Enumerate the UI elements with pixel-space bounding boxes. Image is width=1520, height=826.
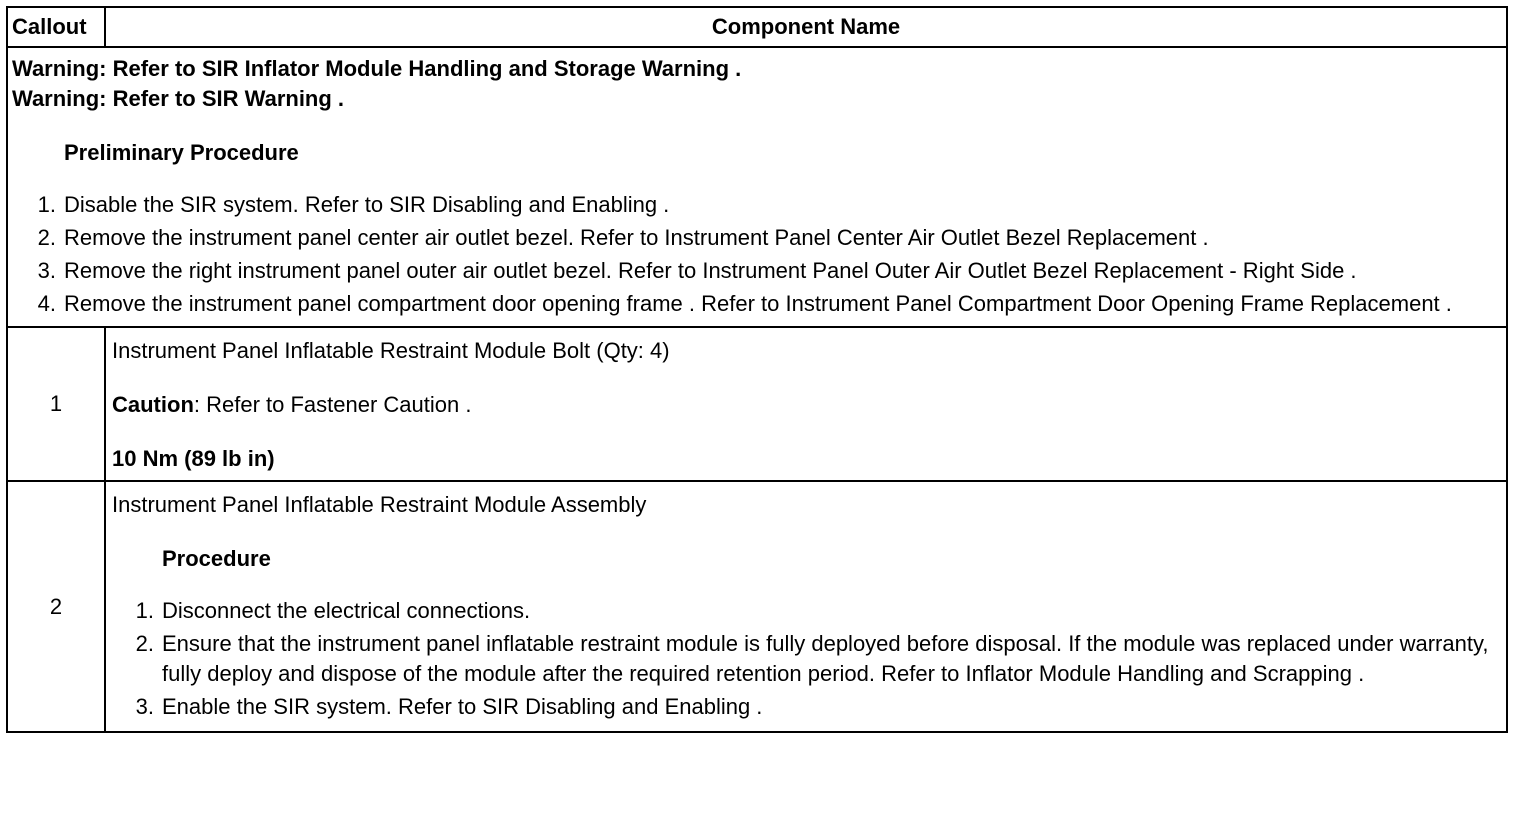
- step-number: 2.: [37, 225, 56, 250]
- component-name: Instrument Panel Inflatable Restraint Module Assembly: [112, 492, 647, 517]
- component-name-header: Component Name: [105, 7, 1507, 47]
- list-item: [112, 629, 1500, 689]
- table-row: [7, 481, 1507, 732]
- step-number: 1.: [135, 598, 154, 623]
- step-text: Disable the SIR system. Refer to SIR Disabling and Enabling .: [64, 192, 670, 217]
- list-item: [12, 190, 1500, 220]
- component-name: Instrument Panel Inflatable Restraint Module Bolt (Qty: 4): [112, 338, 670, 363]
- procedure-steps: [112, 596, 1500, 722]
- step-text: Remove the instrument panel center air outlet bezel. Refer to Instrument Panel Center Air Outlet Bezel Replacement .: [64, 225, 1209, 250]
- step-text: Ensure that the instrument panel inflatable restraint module is fully deployed before disposal. If the module was replaced under warranty, fully deploy and dispose of the module after the required retention period. Refer to Inflator Module Handling and Scrapping .: [162, 631, 1489, 686]
- callout-header: Callout: [7, 7, 105, 47]
- torque-spec: 10 Nm (89 lb in): [112, 446, 275, 471]
- preliminary-cell: [7, 47, 1507, 327]
- step-number: 1.: [37, 192, 56, 217]
- step-text: Disconnect the electrical connections.: [162, 598, 531, 623]
- warning-sir: Warning: Refer to SIR Warning .: [12, 86, 345, 111]
- preliminary-row: [7, 47, 1507, 327]
- caution-label: Caution: [112, 392, 194, 417]
- callout-1: 1: [7, 327, 105, 481]
- component-table: [6, 6, 1508, 733]
- component-cell-2: [105, 481, 1507, 732]
- list-item: [12, 289, 1500, 319]
- step-text: Remove the instrument panel compartment door opening frame . Refer to Instrument Panel Compartment Door Opening Frame Replacement .: [64, 291, 1452, 316]
- caution-line: [112, 390, 1500, 420]
- step-number: 2.: [135, 631, 154, 656]
- component-cell-1: [105, 327, 1507, 481]
- caution-text: : Refer to Fastener Caution .: [193, 392, 472, 417]
- preliminary-procedure-title: Preliminary Procedure: [64, 140, 299, 165]
- list-item: [112, 596, 1500, 626]
- callout-2: 2: [7, 481, 105, 732]
- step-text: Enable the SIR system. Refer to SIR Disabling and Enabling .: [162, 694, 763, 719]
- table-row: [7, 327, 1507, 481]
- preliminary-steps: [12, 190, 1500, 319]
- step-number: 4.: [37, 291, 56, 316]
- list-item: [112, 692, 1500, 722]
- procedure-title: Procedure: [162, 546, 271, 571]
- list-item: [12, 223, 1500, 253]
- step-text: Remove the right instrument panel outer air outlet bezel. Refer to Instrument Panel Outer Air Outlet Bezel Replacement - Right Side .: [64, 258, 1357, 283]
- list-item: [12, 256, 1500, 286]
- header-row: [7, 7, 1507, 47]
- step-number: 3.: [37, 258, 56, 283]
- step-number: 3.: [135, 694, 154, 719]
- warning-sir-inflator: Warning: Refer to SIR Inflator Module Handling and Storage Warning .: [12, 56, 742, 81]
